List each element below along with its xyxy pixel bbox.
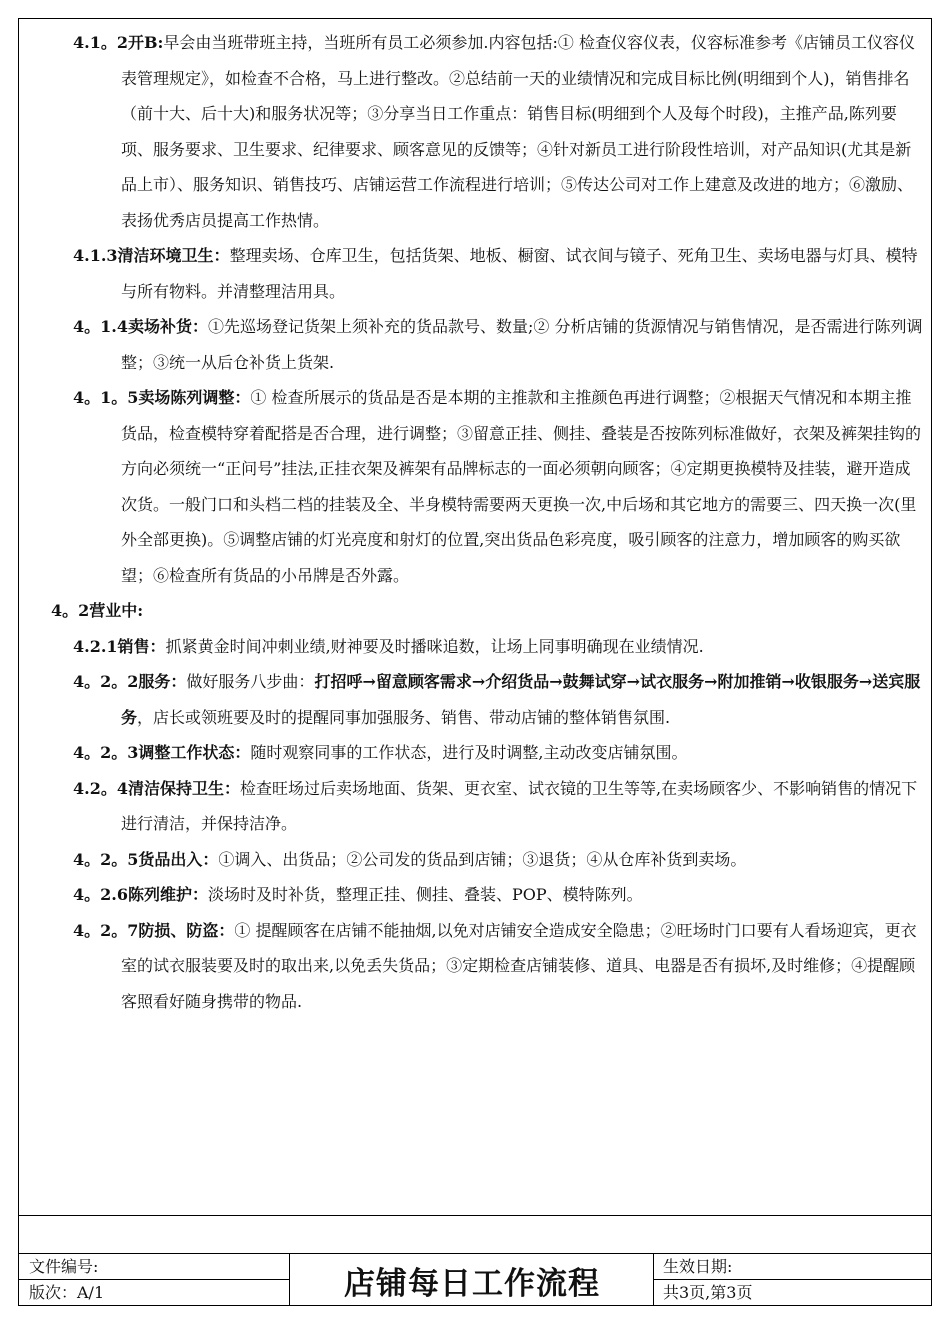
document-title: 店铺每日工作流程 — [344, 1266, 600, 1302]
section-4-2-2 — [19, 664, 931, 735]
section-heading: 清洁保持卫生： — [127, 778, 240, 798]
section-text: 抓紧黄金时间冲刺业绩,财神要及时播咪追数，让场上同事明确现在业绩情况. — [165, 636, 704, 656]
section-4-2-4 — [19, 771, 931, 842]
section-text: 检查旺场过后卖场地面、货架、更衣室、试衣镜的卫生等等,在卖场顾客少、不影响销售的情况下进行清洁，并保持洁净。 — [121, 778, 918, 833]
section-4-1-5 — [19, 380, 931, 593]
section-number: 4.2.1 — [73, 636, 118, 656]
section-text: ①先巡场登记货架上须补充的货品款号、数量;② 分析店铺的货源情况与销售情况，是否需进行陈列调整；③统一从后仓补货上货架. — [121, 317, 923, 372]
section-text: ① 提醒顾客在店铺不能抽烟,以免对店铺安全造成安全隐患；②旺场时门口要有人看场迎宾，更衣室的试衣服装要及时的取出来,以免丢失货品；③定期检查店铺装修、道具、电器是否有损坏,及时维修；④提醒顾客照看好随身携带的物品. — [121, 920, 917, 1011]
section-number: 4。1。5 — [73, 388, 139, 407]
section-text: 早会由当班带班主持，当班所有员工必须参加.内容包括:① 检查仪容仪表，仪容标准参考《店铺员工仪容仪表管理规定》，如检查不合格，马上进行整改。②总结前一天的业绩情况和完成目标比例(明细到个人)，销售排名（前十大、后十大)和服务状况等；③分享当日工作重点：销售目标(明细到个人及每个时段)，主推产品,陈列要项、服务要求、卫生要求、纪律要求、顾客意见的反馈等；④针对新员工进行阶段性培训，对产品知识(尤其是新品上市）、服务知识、销售技巧、店铺运营工作流程进行培训；⑤传达公司对工作上建意及改进的地方；⑥激励、表扬优秀店员提高工作热情。 — [121, 33, 915, 230]
footer-divider — [653, 1254, 654, 1306]
footer-divider — [19, 1279, 289, 1280]
section-4-2-5 — [19, 842, 931, 878]
section-4-1-3 — [19, 238, 931, 309]
section-number: 4。1.4 — [73, 317, 128, 336]
section-number: 4。2。7 — [73, 920, 139, 940]
section-text: ① 检查所展示的货品是否是本期的主推款和主推颜色再进行调整；②根据天气情况和本期主推货品，检查模特穿着配搭是否合理，进行调整；③留意正挂、侧挂、叠装是否按陈列标准做好，衣架及裤架挂钩的方向必须统一“正问号”挂法,正挂衣架及裤架有品牌标志的一面必须朝向顾客；④定期更换模特及挂装，避开造成次货。一般门口和头档二档的挂装及全、半身模特需要两天更换一次,中后场和其它地方的需要三、四天换一次(里外全部更换)。⑤调整店铺的灯光亮度和射灯的位置,突出货品色彩亮度，吸引顾客的注意力，增加顾客的购买欲望；⑥检查所有货品的小吊牌是否外露。 — [121, 388, 922, 585]
section-number: 4.1.3 — [73, 246, 118, 265]
section-4-2-3 — [19, 735, 931, 771]
document-body — [19, 25, 931, 1019]
section-4-1-4 — [19, 309, 931, 380]
section-heading: 服务： — [138, 672, 187, 691]
section-text: ①调入、出货品；②公司发的货品到店铺；③退货；④从仓库补货到卖场。 — [218, 849, 747, 869]
section-heading: 防损、防盗： — [138, 920, 235, 940]
section-text-tail: ，店长或领班要及时的提醒同事加强服务、销售、带动店铺的整体销售氛围. — [137, 707, 671, 727]
section-heading: 卖场补货： — [127, 317, 208, 336]
section-heading: 陈列维护： — [127, 885, 208, 904]
group-heading-4-2: 4。2营业中: — [51, 601, 144, 620]
section-number: 4.1。2开B: — [73, 33, 164, 52]
footer-divider — [653, 1279, 931, 1280]
footer-table — [19, 1253, 931, 1306]
section-number: 4。2。3 — [73, 743, 139, 762]
section-4-2-7 — [19, 913, 931, 1020]
section-heading: 销售： — [117, 636, 166, 656]
section-4-2-1 — [19, 629, 931, 665]
document-frame — [18, 18, 932, 1306]
section-text: 整理卖场、仓库卫生，包括货架、地板、橱窗、试衣间与镜子、死角卫生、卖场电器与灯具、模特与所有物料。并清整理洁用具。 — [121, 246, 918, 301]
divider-line — [19, 1215, 931, 1216]
section-heading: 调整工作状态： — [138, 743, 251, 762]
section-4-1-2 — [19, 25, 931, 238]
section-4-2-6 — [19, 877, 931, 913]
file-number-label: 文件编号: — [29, 1257, 99, 1276]
service-steps: 打招呼→留意顾客需求→介绍货品→鼓舞试穿→试衣服务→附加推销→收银服务→送宾服务 — [121, 672, 921, 727]
section-heading: 货品出入： — [138, 849, 219, 869]
section-text: 随时观察同事的工作状态，进行及时调整,主动改变店铺氛围。 — [250, 743, 688, 762]
version-label: 版次：A/1 — [29, 1283, 105, 1302]
page-info: 共3页,第3页 — [663, 1283, 753, 1302]
section-number: 4。2。2 — [73, 672, 139, 691]
footer-divider — [289, 1254, 290, 1306]
section-number: 4。2。5 — [73, 849, 139, 869]
section-text: 做好服务八步曲： — [186, 672, 315, 691]
section-text: 淡场时及时补货，整理正挂、侧挂、叠装、POP、模特陈列。 — [208, 885, 643, 904]
effective-date-label: 生效日期: — [663, 1257, 733, 1276]
section-heading: 清洁环境卫生： — [117, 246, 230, 265]
section-number: 4.2。4 — [73, 778, 128, 798]
section-number: 4。2.6 — [73, 885, 128, 904]
section-heading: 卖场陈列调整： — [138, 388, 251, 407]
